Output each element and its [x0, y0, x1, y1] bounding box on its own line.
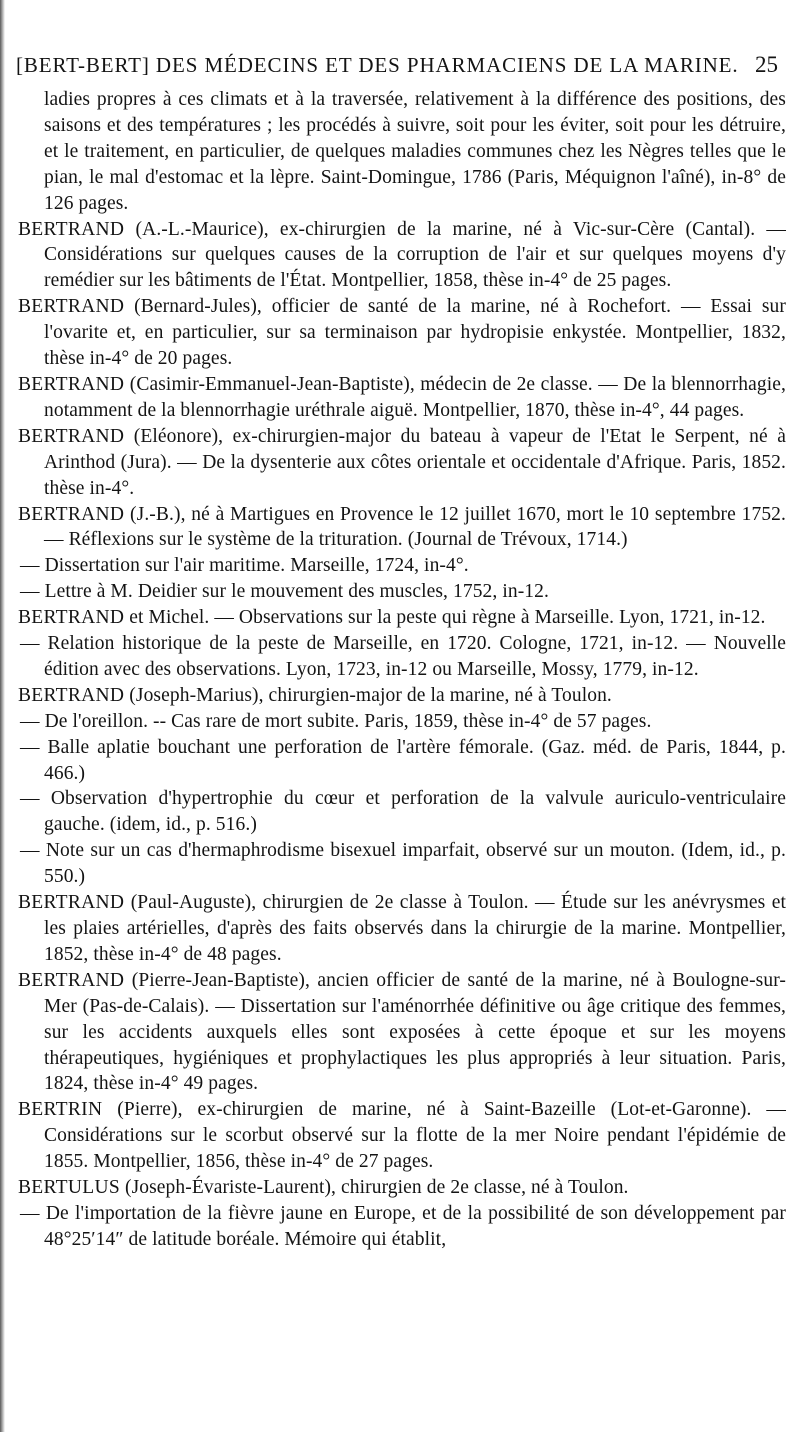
sub-entry — [18, 1201, 786, 1253]
sub-entry — [18, 709, 786, 735]
author-name: BERTRAND — [18, 684, 125, 706]
author-name: BERTRIN — [18, 1099, 103, 1121]
entry-text: (A.-L.-Maurice), ex-chirurgien de la marine, né à Vic-sur-Cère (Cantal). — Considérations sur quelques causes de la corruption de l'air et sur quelques moyens d'y remédier sur les bâtiments de l'État. Montpellier, 1858, thèse in-4° de 25 pages. — [44, 218, 786, 292]
author-name: BERTRAND — [18, 296, 125, 318]
entry-text: — Note sur un cas d'hermaphrodisme bisexuel imparfait, observé sur un mouton. (Idem, id., p. 550.) — [20, 840, 786, 888]
entry-text: (Casimir-Emmanuel-Jean-Baptiste), médecin de 2e classe. — De la blennorrhagie, notamment de la blennorrhagie uréthrale aiguë. Montpellier, 1870, thèse in-4°, 44 pages. — [44, 373, 786, 421]
entry-text: ladies propres à ces climats et à la traversée, relativement à la différence des positions, des saisons et des températures ; les procédés à suivre, soit pour les éviter, soit pour les détruire, et le traitement, en particulier, de quelques maladies communes chez les Nègres telles que le pian, le mal d'estomac et la lèpre. Saint-Domingue, 1786 (Paris, Méquignon l'aîné), in-8° de 126 pages. — [44, 89, 786, 214]
entry-text: — Observation d'hypertrophie du cœur et perforation de la valvule auriculo-ventriculaire gauche. (idem, id., p. 516.) — [20, 788, 786, 836]
entry-text: (Joseph-Marius), chirurgien-major de la marine, né à Toulon. — [124, 684, 612, 706]
sub-entry — [18, 553, 786, 579]
bibliography-entry — [18, 683, 786, 709]
entry-text: (Pierre), ex-chirurgien de marine, né à Saint-Bazeille (Lot-et-Garonne). — Considérations sur le scorbut observé sur la flotte de la mer Noire pendant l'épidémie de 1855. Montpellier, 1856, thèse in-4° de 27 pages. — [44, 1099, 786, 1173]
entry-text: (Paul-Auguste), chirurgien de 2e classe à Toulon. — Étude sur les anévrysmes et les plaies artérielles, d'après des faits observés dans la chirurgie de la marine. Montpellier, 1852, thèse in-4° de 48 pages. — [44, 892, 786, 965]
entry-text: — Dissertation sur l'air maritime. Marseille, 1724, in-4°. — [20, 555, 469, 577]
scan-edge-shadow — [0, 0, 5, 1432]
author-name: BERTULUS — [18, 1177, 120, 1199]
bibliography-entry — [18, 217, 786, 295]
bibliography-entry — [18, 372, 786, 424]
author-name: BERTRAND — [18, 607, 125, 629]
page-header — [16, 52, 786, 86]
author-name: BERTRAND — [18, 969, 125, 991]
entry-text: — Relation historique de la peste de Marseille, en 1720. Cologne, 1721, in-12. — Nouvelle édition avec des observations. Lyon, 1723, in-12 ou Marseille, Mossy, 1779, in-12. — [20, 633, 786, 680]
entry-text: (Joseph-Évariste-Laurent), chirurgien de 2e classe, né à Toulon. — [120, 1177, 629, 1199]
bibliography-entry — [18, 294, 786, 372]
entry-text: (J.-B.), né à Martigues en Provence le 12 juillet 1670, mort le 10 septembre 1752. — Réflexions sur le système de la trituration. (Journal de Trévoux, 1714.) — [44, 503, 786, 551]
bibliography-text — [18, 87, 786, 1253]
entry-text: — Lettre à M. Deidier sur le mouvement des muscles, 1752, in-12. — [20, 581, 549, 603]
entry-continuation — [18, 87, 786, 217]
bibliography-entry — [18, 1175, 786, 1201]
sub-entry — [18, 786, 786, 838]
author-name: BERTRAND — [18, 373, 125, 395]
bibliography-entry — [18, 968, 786, 1098]
bibliography-entry — [18, 1097, 786, 1175]
bibliography-entry — [18, 424, 786, 502]
author-name: BERTRAND — [18, 218, 125, 240]
page-number: 25 — [755, 52, 778, 77]
entry-text: (Pierre-Jean-Baptiste), ancien officier de santé de la marine, né à Boulogne-sur-Mer (Pas-de-Calais). — Dissertation sur l'aménorrhée définitive ou âge critique des femmes, sur les accidents auxquels elles sont exposées à cette époque et sur les moyens thérapeutiques, hygiéniques et prophylactiques les plus appropriés à leur situation. Paris, 1824, thèse in-4° 49 pages. — [44, 969, 786, 1095]
entry-text: — De l'importation de la fièvre jaune en Europe, et de la possibilité de son développement par 48°25′14″ de latitude boréale. Mémoire qui établit, — [20, 1202, 786, 1250]
author-name: BERTRAND — [18, 425, 125, 447]
sub-entry — [18, 631, 786, 683]
entry-text: — De l'oreillon. -- Cas rare de mort subite. Paris, 1859, thèse in-4° de 57 pages. — [20, 710, 652, 732]
bibliography-entry — [18, 502, 786, 554]
bibliography-entry — [18, 890, 786, 968]
entry-text: et Michel. — Observations sur la peste qui règne à Marseille. Lyon, 1721, in-12. — [124, 607, 766, 629]
entry-text: — Balle aplatie bouchant une perforation de l'artère fémorale. (Gaz. méd. de Paris, 1844, p. 466.) — [20, 736, 786, 784]
sub-entry — [18, 579, 786, 605]
bibliography-entry — [18, 605, 786, 631]
entry-text: (Eléonore), ex-chirurgien-major du bateau à vapeur de l'Etat le Serpent, né à Arinthod (Jura). — De la dysenterie aux côtes orientale et occidentale d'Afrique. Paris, 1852. thèse in-4°. — [44, 425, 786, 499]
entry-text: (Bernard-Jules), officier de santé de la marine, né à Rochefort. — Essai sur l'ovarite et, en particulier, sur sa terminaison par hydropisie enkystée. Montpellier, 1832, thèse in-4° de 20 pages. — [44, 296, 786, 370]
sub-entry — [18, 838, 786, 890]
running-title: [BERT-BERT] DES MÉDECINS ET DES PHARMACIENS DE LA MARINE. — [16, 53, 739, 77]
author-name: BERTRAND — [18, 892, 125, 914]
author-name: BERTRAND — [18, 503, 125, 525]
sub-entry — [18, 735, 786, 787]
